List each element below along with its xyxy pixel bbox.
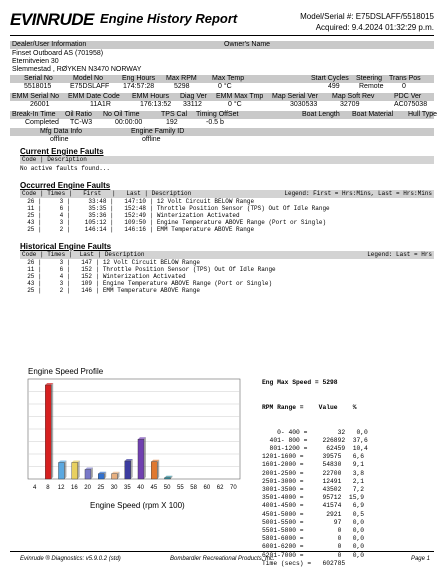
table-row: 26 | 3 | 33:48 | 147:10 | 12 Volt Circuit BELOW Range — [20, 198, 255, 205]
x-tick-label: 30 — [110, 485, 118, 491]
speed-table-row: 1201-1600 = 39575 6,6 — [262, 453, 365, 461]
summary-value: offline — [50, 136, 69, 143]
summary-header: Max RPM — [166, 75, 197, 82]
owner-label: Owner's Name — [224, 41, 271, 48]
summary-header: No Oil Time — [103, 111, 140, 118]
speed-table-row: 3001-3500 = 43502 7,2 — [262, 486, 365, 494]
bar-40 — [138, 439, 144, 479]
occurred-faults-header-bar — [20, 190, 434, 198]
summary-value: Remote — [359, 83, 384, 90]
x-tick-label: 16 — [71, 485, 78, 491]
summary-value: 0 °C — [228, 101, 242, 108]
table-row: 25 | 2 | 146:14 | 146:16 | EMM Temperature ABOVE Range — [20, 226, 255, 233]
summary-value: 174:57:28 — [123, 83, 155, 90]
dealer-line-text: Finset Outboard AS (701958) — [12, 50, 104, 57]
summary1-values — [10, 83, 434, 91]
occurred-faults-title: Occurred Engine Faults — [20, 181, 111, 190]
current-faults-header: Code | Description — [22, 156, 87, 163]
summary-header: Eng Hours — [122, 75, 156, 82]
historical-faults-legend: Legend: Last = Hrs — [367, 251, 432, 258]
bar-20 — [85, 470, 91, 480]
table-row: 26 | 3 | 147 | 12 Volt Circuit BELOW Range — [20, 259, 201, 266]
speed-table-row: 6001-6200 = 0 0,0 — [262, 543, 365, 551]
summary-header: Hull Type — [408, 111, 438, 118]
speed-table-rows — [262, 429, 368, 568]
report-title: Engine History Report — [100, 11, 238, 26]
summary-header: EMM Serial No — [12, 93, 60, 100]
bar-shadow — [78, 461, 80, 480]
footer-page: Page 1 — [410, 556, 430, 562]
summary4-values — [10, 136, 434, 144]
x-tick-label: 50 — [163, 485, 171, 491]
x-tick-label: 62 — [216, 485, 224, 491]
speed-table-col-header: RPM Range = Value % — [262, 404, 357, 412]
current-faults-header-bar — [20, 156, 434, 164]
dealer-label: Dealer/User Information — [12, 41, 87, 48]
summary3-headers — [10, 111, 438, 119]
summary-value: 0 — [402, 83, 406, 90]
table-row: 25 | 2 | 146 | EMM Temperature ABOVE Range — [20, 287, 201, 294]
bar-shadow — [144, 437, 146, 479]
summary-value: 192 — [166, 119, 178, 126]
summary1-headers — [10, 75, 434, 83]
x-tick-label: 58 — [190, 485, 197, 491]
bar-shadow — [131, 459, 133, 479]
x-tick-label: 45 — [150, 485, 158, 491]
summary-header: Break-In Time — [12, 111, 56, 118]
chart-title: Engine Speed Profile — [28, 367, 104, 376]
dealer-line — [10, 66, 434, 74]
summary-header: Mfg Data Info — [40, 128, 83, 135]
summary-header: Model No — [73, 75, 103, 82]
x-tick-label: 12 — [57, 485, 65, 491]
bar-45 — [151, 462, 157, 479]
speed-table-row: Time (secs) = 602785 — [262, 559, 346, 567]
speed-table-row: 3501-4000 = 95712 15,9 — [262, 494, 365, 502]
dealer-header-bar — [10, 41, 434, 49]
dealer-line — [10, 58, 434, 66]
summary-header: Boat Material — [352, 111, 394, 118]
x-tick-label: 35 — [124, 485, 131, 491]
summary-value: E75DSLAFF — [70, 83, 110, 90]
dealer-line-text: Slemmestad , RØYKEN N3470 NORWAY — [12, 66, 142, 73]
summary-value: 33112 — [183, 101, 202, 108]
summary-header: EMM Date Code — [68, 93, 120, 100]
summary-value: 176:13:52 — [140, 101, 172, 108]
model-serial: Model/Serial #: E75DSLAFF/5518015 — [300, 12, 434, 21]
bar-12 — [58, 463, 64, 480]
summary-value: Completed — [25, 119, 59, 126]
summary-value: AC075038 — [394, 101, 428, 108]
summary-header: Steering — [356, 75, 383, 82]
table-row: 43 | 3 | 105:12 | 109:50 | Engine Temperature ABOVE Range (Port or Single) — [20, 219, 327, 226]
evinrude-logo: EVINRUDE — [10, 10, 94, 29]
summary-value: 00:00:00 — [115, 119, 143, 126]
x-tick-label: 25 — [97, 485, 105, 491]
occurred-faults-header: Code | Times | First | Last | Description — [22, 190, 192, 197]
summary-header: Boat Length — [302, 111, 340, 118]
historical-faults-header-bar — [20, 251, 434, 259]
x-tick-label: 20 — [84, 485, 91, 491]
speed-table — [262, 363, 368, 576]
occurred-faults-legend: Legend: First = Hrs:Mins, Last = Hrs:Mins — [284, 190, 432, 197]
summary-header: Engine Family ID — [131, 128, 185, 135]
dealer-line — [10, 50, 434, 58]
summary4-headers — [10, 128, 434, 136]
summary-value: -0.5 b — [206, 119, 224, 126]
summary-value: 3030533 — [290, 101, 318, 108]
summary-header: Serial No — [24, 75, 53, 82]
speed-table-row: 801-1200 = 62459 10,4 — [262, 445, 368, 453]
speed-table-header: Eng Max Speed = 5298 — [262, 379, 338, 387]
bar-35 — [125, 461, 131, 479]
bar-shadow — [64, 461, 66, 480]
table-row: 11 | 6 | 35:35 | 152:48 | Throttle Position Sensor (TPS) Out Of Idle Range — [20, 205, 330, 212]
summary-header: EMM Hours — [132, 93, 169, 100]
engine-speed-chart — [10, 375, 248, 497]
footer-center: Bombardier Recreational Products, Inc. — [170, 556, 275, 562]
summary-header: Diag Ver — [180, 93, 207, 100]
summary2-headers — [10, 93, 434, 101]
speed-table-row: 4501-5000 = 2921 0,5 — [262, 510, 365, 518]
summary-value: 5298 — [174, 83, 190, 90]
bar-30 — [111, 474, 117, 479]
summary-header: EMM Max Tmp — [216, 93, 264, 100]
current-faults-title: Current Engine Faults — [20, 147, 104, 156]
summary-header: Timing OffSet — [196, 111, 239, 118]
x-tick-label: 8 — [46, 485, 50, 491]
speed-table-row: 6201-7000 = 0 0,0 — [262, 551, 365, 559]
bar-shadow — [157, 460, 159, 479]
summary-header: PDC Ver — [394, 93, 422, 100]
table-row: 25 | 4 | 35:36 | 152:49 | Winterization Activated — [20, 212, 240, 219]
bar-16 — [72, 463, 78, 480]
summary-value: 32709 — [340, 101, 360, 108]
historical-faults-title: Historical Engine Faults — [20, 242, 112, 251]
footer-left: Evinrude ® Diagnostics: v5.9.0.2 (std) — [20, 556, 121, 562]
summary-value: 26001 — [30, 101, 50, 108]
summary-header: Oil Ratio — [65, 111, 92, 118]
speed-table-row: 2001-2500 = 22700 3,8 — [262, 469, 365, 477]
speed-table-row: 5801-6000 = 0 0,0 — [262, 535, 365, 543]
bar-shadow — [91, 468, 93, 480]
table-row: 43 | 3 | 109 | Engine Temperature ABOVE Range (Port or Single) — [20, 280, 273, 287]
summary-value: 5518015 — [24, 83, 52, 90]
summary-value: 499 — [328, 83, 340, 90]
summary3-values — [10, 119, 434, 127]
x-tick-label: 4 — [32, 485, 37, 491]
bar-25 — [98, 474, 104, 479]
footer-rule — [10, 551, 434, 552]
bar-shadow — [51, 383, 53, 479]
current-faults-empty: No active faults found... — [20, 165, 111, 172]
acquired-date: Acquired: 9.4.2024 01:32:29 p.m. — [315, 23, 434, 32]
summary2-values — [10, 101, 434, 109]
table-row: 25 | 4 | 152 | Winterization Activated — [20, 273, 186, 280]
speed-table-row: 5501-5800 = 0 0,0 — [262, 527, 365, 535]
summary-value: 0 °C — [218, 83, 232, 90]
summary-header: Start Cycles — [311, 75, 349, 82]
x-tick-label: 55 — [177, 485, 184, 491]
speed-table-row: 0- 400 = 32 0,0 — [262, 428, 368, 436]
speed-table-row: 2501-3000 = 12491 2,1 — [262, 477, 365, 485]
summary-value: TC-W3 — [70, 119, 93, 126]
table-row: 11 | 6 | 152 | Throttle Position Sensor (TPS) Out Of Idle Range — [20, 266, 276, 273]
header-meta — [300, 11, 434, 33]
x-tick-label: 60 — [203, 485, 211, 491]
x-tick-label: 70 — [230, 485, 237, 491]
speed-table-row: 1601-2000 = 54830 9,1 — [262, 461, 365, 469]
speed-table-row: 5001-5500 = 97 0,0 — [262, 518, 365, 526]
historical-faults-header: Code | Times | Last | Description — [22, 251, 145, 258]
summary-value: 11A1R — [90, 101, 111, 108]
bar-8 — [45, 385, 51, 479]
chart-xlabel: Engine Speed (rpm X 100) — [90, 501, 185, 510]
speed-table-row: 4001-4500 = 41574 6,9 — [262, 502, 365, 510]
summary-header: Map Soft Rev — [332, 93, 375, 100]
summary-header: Max Temp — [212, 75, 245, 82]
summary-header: Trans Pos — [389, 75, 421, 82]
x-tick-label: 40 — [137, 485, 144, 491]
speed-table-row: 401- 800 = 226892 37,6 — [262, 436, 368, 444]
dealer-line-text: Eternitveien 30 — [12, 58, 59, 65]
bar-50 — [164, 478, 170, 479]
summary-header: TPS Cal — [161, 111, 188, 118]
summary-value: offline — [142, 136, 161, 143]
header-rule — [10, 35, 434, 36]
summary-header: Map Serial Ver — [272, 93, 318, 100]
